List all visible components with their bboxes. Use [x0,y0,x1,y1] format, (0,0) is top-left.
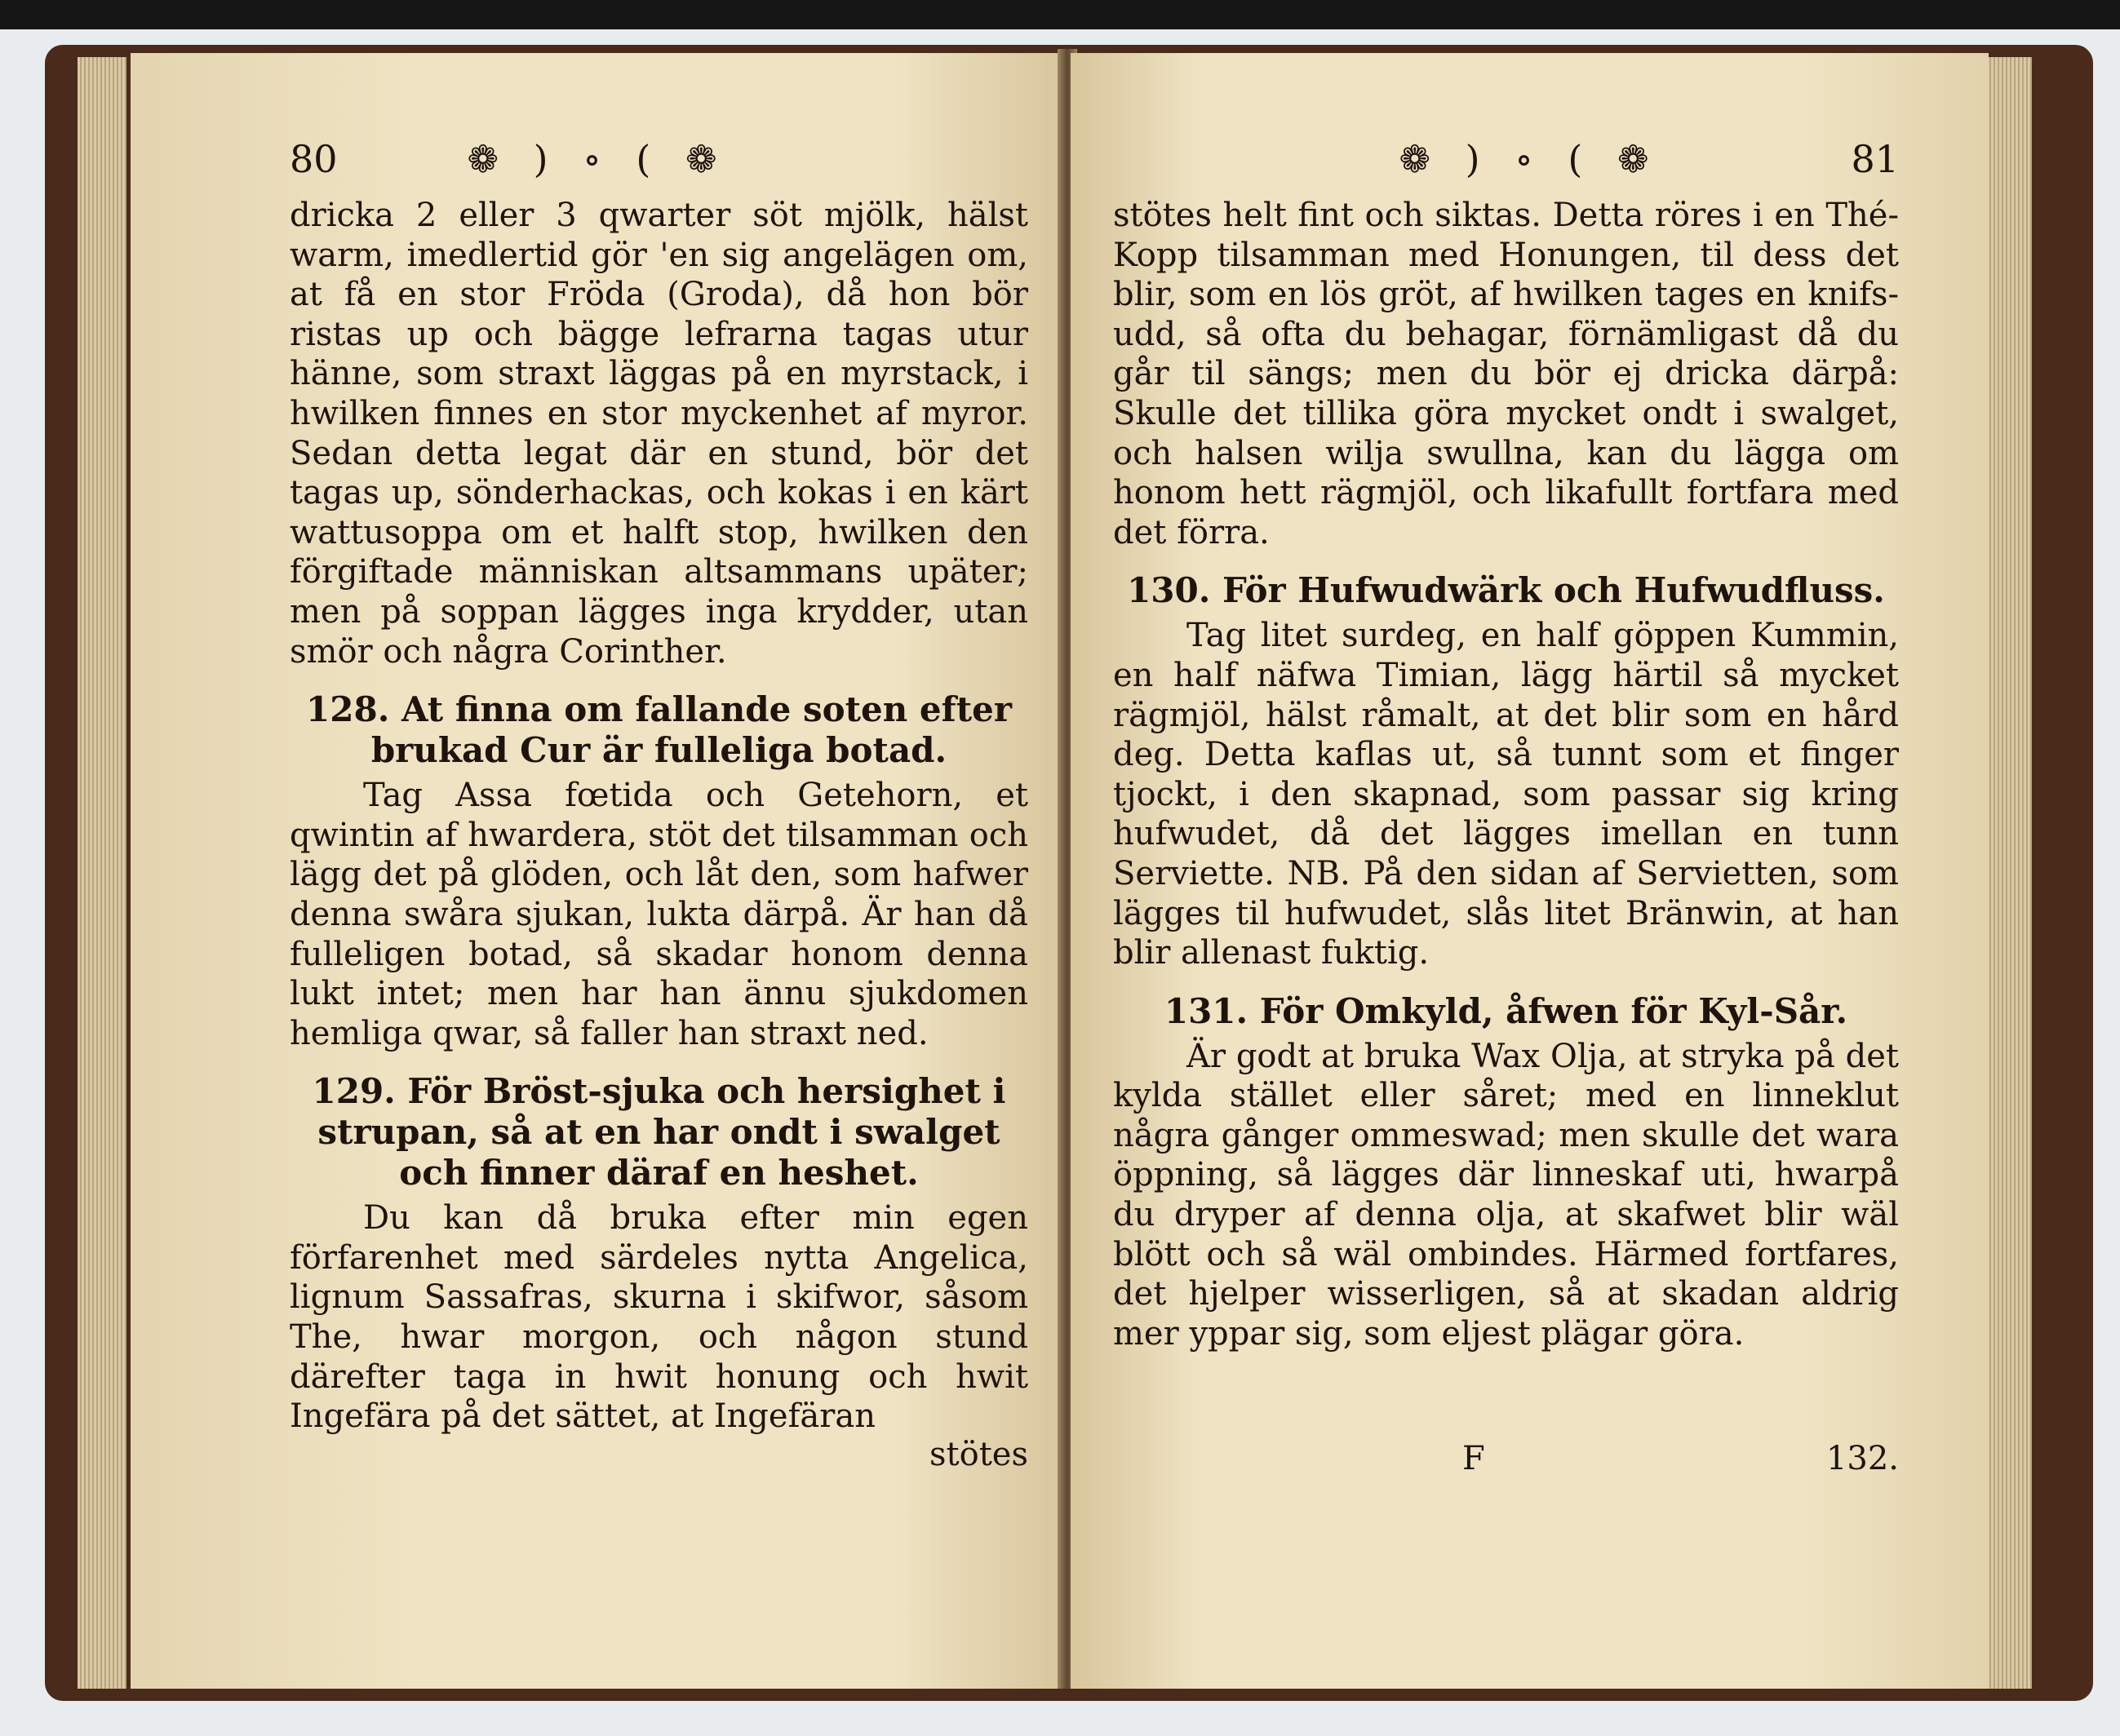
left-page-header [131,126,1065,192]
catchword: 132. [1825,1440,1899,1477]
section-heading-131: 131. För Omkyld, åfwen för Kyl-Sår. [1164,990,1848,1031]
page-edges-right [1983,57,2032,1689]
ornament: ❁ ) ∘ ( ❁ [467,137,729,181]
paragraph: Är godt at bruka Wax Olja, at stryka på det kylda stället eller såret; med en linneklut några gånger ommeswad; men skulle det wara öppning, så lägges där linneskaf uti, hwarpå du dryper af denna olja, at skafwet blir wäl blött och så wäl ombindes. Härmed fortfares, det hjelper wisserligen, så at skadan aldrig mer yppar sig, som eljest plägar göra. [1113,1037,1899,1353]
left-page [131,53,1065,1689]
paragraph: dricka 2 eller 3 qwarter söt mjölk, hälst warm, imedlertid gör 'en sig angelägen om, at få en stor Fröda (Groda), då hon bör ristas up och bägge lefrarna tagas utur hänne, som straxt läggas på en myrstack, i hwilken finnes en stor myckenhet af myror. Sedan detta legat där en stund, bör det tagas up, sönderhackas, och kokas i en kärt wattusoppa om et halft stop, hwilken den förgiftade människan altsammans upäter; men på soppan lägges inga krydder, utan smör och några Corinther. [290,197,1028,671]
left-page-body [290,196,1028,1437]
right-page-footer [1071,1440,1989,1489]
page-edges-left [78,57,126,1689]
section-heading-130: 130. För Hufwudwärk och Hufwudfluss. [1127,570,1885,611]
page-number: 80 [290,137,338,181]
right-page-body [1113,196,1899,1353]
paragraph: Tag litet surdeg, en half göppen Kummin, en half näfwa Timian, lägg härtil så mycket rägmjöl, hälst råmalt, at det blir som en hård deg. Detta kaflas ut, så tunnt som et finger tjockt, i den skapnad, som passar sig kring hufwudet, då det lägges imellan en tunn Serviette. NB. På den sidan af Servietten, som lägges til hufwudet, slås litet Bränwin, at han blir allenast fuktig. [1113,617,1899,972]
signature-mark: F [1462,1440,1485,1477]
ornament: ❁ ) ∘ ( ❁ [1399,137,1661,181]
paragraph: stötes helt fint och siktas. Detta röres i en Thé-Kopp tilsamman med Honungen, til dess det blir, som en lös gröt, af hwilken tages en knifs-udd, så ofta du behagar, förnämligast då du går til sängs; men du bör ej dricka därpå: Skulle det tillika göra mycket ondt i swalget, och halsen wilja swullna, kan du lägga om honom hett rägmjöl, och likafullt fortfara med det förra. [1113,197,1899,551]
paragraph: Tag Assa fœtida och Getehorn, et qwintin af hwardera, stöt det tilsamman och lägg det på glöden, och låt den, som hafwer denna swåra sjukan, lukta därpå. Är han då fulleligen botad, så skadar honom denna lukt intet; men har han ännu sjukdomen hemliga qwar, så faller han straxt ned. [290,777,1028,1052]
section-heading-129: 129. För Bröst-sjuka och hersighet i strupan, så at en har ondt i swalget och finner däraf en heshet. [312,1071,1006,1194]
catchword: stötes [929,1436,1028,1473]
page-number: 81 [1851,137,1899,181]
right-page-header [1071,126,1989,192]
paragraph: Du kan då bruka efter min egen förfarenhet med särdeles nytta Angelica, lignum Sassafras, skurna i skifwor, såsom The, hwar morgon, och någon stund därefter taga in hwit honung och hwit Ingefära på det sättet, at Ingefäran [290,1199,1028,1436]
top-dark-bar [0,0,2120,29]
section-heading-128: 128. At finna om fallande soten efter brukad Cur är fulleliga botad. [306,689,1012,771]
right-page [1071,53,1989,1689]
